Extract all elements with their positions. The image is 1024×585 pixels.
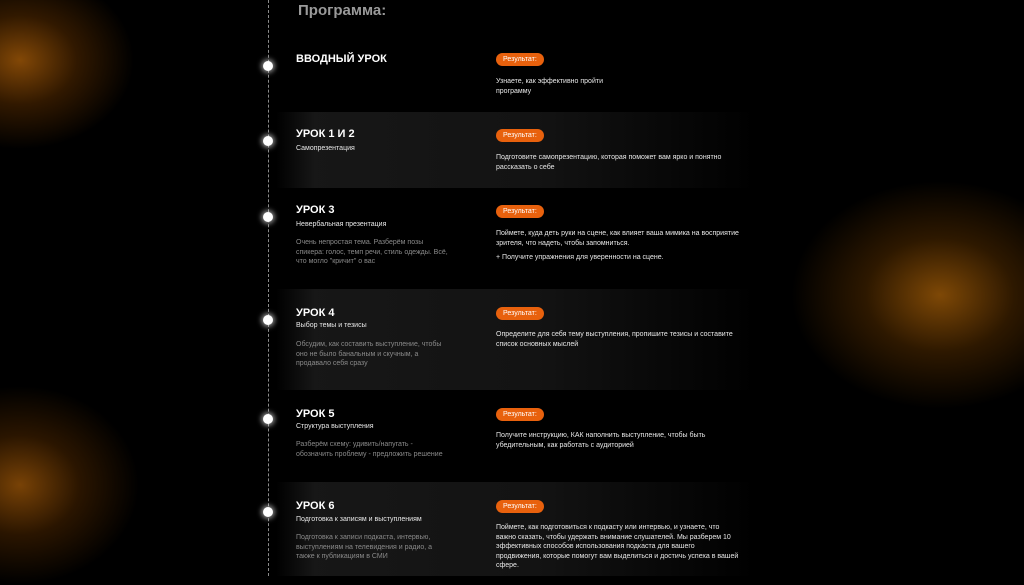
lesson-title: УРОК 4 (296, 307, 335, 319)
lesson-result: Получите инструкцию, КАК наполнить выступление, чтобы быть убедительным, как работать с аудиторией (496, 432, 706, 449)
lesson-description: Обсудим, как составить выступление, чтобы оно не было банальным и скучным, а продавало себя сразу (296, 341, 442, 367)
timeline-dot (263, 61, 273, 71)
lesson-subtitle: Самопрезентация (296, 145, 355, 152)
lesson-subtitle: Структура выступления (296, 423, 374, 430)
timeline-dot (263, 315, 273, 325)
lesson-description: Разберём схему: удивить/напугать - обозначить проблему - предложить решение (296, 441, 443, 458)
result-badge: Результат: (496, 500, 544, 513)
result-badge: Результат: (496, 307, 544, 320)
timeline-dashed-line (268, 0, 269, 576)
lesson-intro (276, 36, 756, 112)
lesson-title: УРОК 3 (296, 204, 335, 216)
timeline-dot (263, 414, 273, 424)
lesson-description: Подготовка к записи подкаста, интервью, выступлениям на телевидения и радио, а также к публикациям в СМИ (296, 534, 433, 560)
result-badge: Результат: (496, 129, 544, 142)
lesson-subtitle: Выбор темы и тезисы (296, 322, 367, 329)
lesson-6 (276, 482, 756, 576)
lesson-subtitle: Подготовка к записям и выступлениям (296, 516, 422, 523)
lesson-title: УРОК 1 И 2 (296, 128, 355, 140)
lesson-result: Поймете, как подготовиться к подкасту или интервью, и узнаете, что важно сказать, чтобы удержать внимание слушателей. Мы разберем 10 эффективных способов использования подкаста для вашего продвижения, которые помогут вам выделиться и достичь успеха в вашей сфере. (496, 524, 739, 569)
orange-glow-bottom-left (0, 385, 140, 585)
lesson-title: УРОК 6 (296, 500, 335, 512)
lesson-title: ВВОДНЫЙ УРОК (296, 53, 387, 65)
lesson-result: Определите для себя тему выступления, пропишите тезисы и составите список основных мыслей (496, 331, 733, 348)
orange-glow-right (790, 180, 1024, 410)
lesson-result: Поймете, куда деть руки на сцене, как влияет ваша мимика на восприятие зрителя, что надеть, чтобы запомниться. (496, 230, 739, 247)
timeline-dot (263, 507, 273, 517)
timeline-dot (263, 212, 273, 222)
lesson-extra: + Получите упражнения для уверенности на сцене. (496, 254, 664, 261)
page-title: Программа: (298, 2, 387, 19)
lesson-description: Очень непростая тема. Разберём позы спикера: голос, темп речи, стиль одежды. Всё, что могло "кричит" о вас (296, 239, 448, 265)
lesson-subtitle: Невербальная презентация (296, 221, 387, 228)
lesson-3 (276, 188, 756, 289)
lesson-result: Узнаете, как эффективно пройти программу (496, 78, 603, 95)
lesson-4 (276, 289, 756, 390)
result-badge: Результат: (496, 53, 544, 66)
timeline-dot (263, 136, 273, 146)
result-badge: Результат: (496, 205, 544, 218)
result-badge: Результат: (496, 408, 544, 421)
lesson-5 (276, 390, 756, 482)
lesson-title: УРОК 5 (296, 408, 335, 420)
lesson-result: Подготовите самопрезентацию, которая поможет вам ярко и понятно рассказать о себе (496, 154, 722, 171)
orange-glow-top-left (0, 0, 135, 150)
lesson-1-2 (276, 112, 756, 188)
